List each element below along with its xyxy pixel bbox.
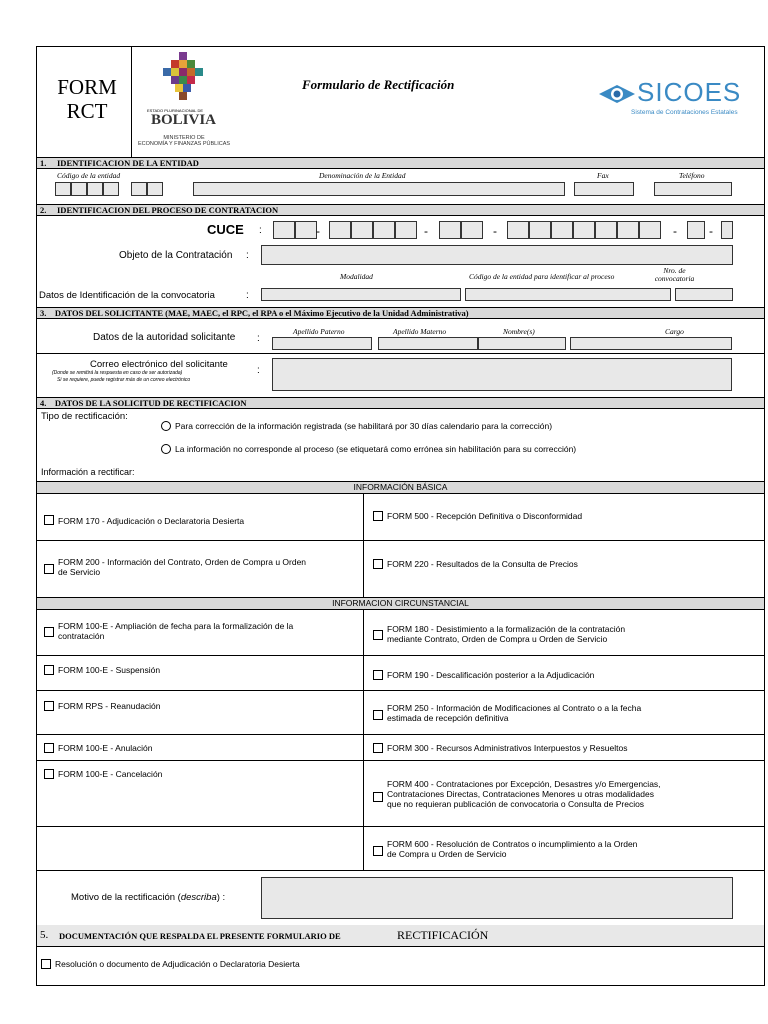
form-180-line1: FORM 180 - Desistimiento a la formalización de la contratación bbox=[387, 624, 626, 634]
checkbox-form-400[interactable] bbox=[373, 792, 383, 802]
form-170-label: FORM 170 - Adjudicación o Declaratoria Desierta bbox=[58, 516, 245, 526]
form-250-label bbox=[387, 703, 641, 723]
section4-number: 4. bbox=[40, 398, 47, 408]
codigo-proceso-field[interactable] bbox=[465, 288, 671, 301]
autoridad-label: Datos de la autoridad solicitante bbox=[93, 332, 236, 343]
codigo-entidad-box-5[interactable] bbox=[131, 182, 147, 196]
cuce-box-12[interactable] bbox=[573, 221, 595, 239]
checkbox-form-600[interactable] bbox=[373, 846, 383, 856]
ministry-text bbox=[134, 135, 234, 147]
cuce-colon: : bbox=[259, 225, 262, 236]
apellido-materno-field[interactable] bbox=[378, 337, 478, 350]
objeto-label: Objeto de la Contratación bbox=[119, 250, 233, 261]
cuce-box-3[interactable] bbox=[329, 221, 351, 239]
nombres-label: Nombre(s) bbox=[503, 327, 535, 336]
form-180-label bbox=[387, 624, 625, 644]
autoridad-colon: : bbox=[257, 333, 260, 344]
cuce-box-7[interactable] bbox=[439, 221, 461, 239]
form-100e-ampliacion-line2: contratación bbox=[58, 631, 105, 641]
form-180-line2: mediante Contrato, Orden de Compra u Orden de Servicio bbox=[387, 634, 608, 644]
apellido-materno-label: Apellido Materno bbox=[393, 327, 447, 336]
circ-row-divider-1 bbox=[37, 655, 764, 656]
codigo-entidad-box-4[interactable] bbox=[103, 182, 119, 196]
cuce-dash-2: - bbox=[424, 224, 428, 238]
form-190-label: FORM 190 - Descalificación posterior a la Adjudicación bbox=[387, 670, 595, 680]
circ-row-divider-5 bbox=[37, 826, 764, 827]
fax-label: Fax bbox=[597, 171, 609, 180]
nro-convocatoria-label: Nro. de convocatoria bbox=[654, 266, 695, 283]
form-rps-label: FORM RPS - Reanudación bbox=[58, 701, 161, 711]
basica-row-divider bbox=[37, 540, 764, 541]
circ-column-divider bbox=[363, 610, 364, 870]
checkbox-form-100e-suspension[interactable] bbox=[44, 665, 54, 675]
cuce-box-9[interactable] bbox=[507, 221, 529, 239]
checkbox-form-250[interactable] bbox=[373, 710, 383, 720]
form-250-line1: FORM 250 - Información de Modificaciones al Contrato o a la fecha bbox=[387, 703, 642, 713]
circ-row-divider-2 bbox=[37, 690, 764, 691]
form-600-label bbox=[387, 839, 637, 859]
codigo-entidad-label: Código de la entidad bbox=[57, 171, 121, 180]
radio-correccion-label: Para corrección de la información registrada (se habilitará por 30 días calendario para la corrección) bbox=[175, 421, 553, 431]
bolivia-wordmark: BOLIVIA bbox=[151, 112, 217, 128]
motivo-describa: describa bbox=[180, 892, 217, 903]
form-page bbox=[36, 46, 765, 986]
telefono-field[interactable] bbox=[654, 182, 732, 196]
cuce-box-15[interactable] bbox=[639, 221, 661, 239]
resolucion-adjudicacion-label: Resolución o documento de Adjudicación o Declaratoria Desierta bbox=[55, 959, 300, 969]
informacion-basica-header: INFORMACIÓN BÁSICA bbox=[37, 481, 764, 494]
nombres-field[interactable] bbox=[478, 337, 566, 350]
cuce-dash-4: - bbox=[673, 224, 677, 238]
section5-header bbox=[37, 925, 764, 947]
form-400-line3: que no requieran publicación de convocatoria o Consulta de Precios bbox=[387, 799, 645, 809]
section2-title: IDENTIFICACION DEL PROCESO DE CONTRATACION bbox=[57, 205, 279, 215]
modalidad-label: Modalidad bbox=[340, 272, 373, 281]
datos-conv-colon: : bbox=[246, 290, 249, 301]
section4-header bbox=[37, 397, 764, 409]
cuce-box-11[interactable] bbox=[551, 221, 573, 239]
form-400-line1: FORM 400 - Contrataciones por Excepción, Desastres y/o Emergencias, bbox=[387, 779, 661, 789]
fax-field[interactable] bbox=[574, 182, 634, 196]
sicoes-eye-icon bbox=[597, 83, 637, 105]
nro-convocatoria-field[interactable] bbox=[675, 288, 733, 301]
checkbox-resolucion-adjudicacion[interactable] bbox=[41, 959, 51, 969]
codigo-entidad-box-3[interactable] bbox=[87, 182, 103, 196]
objeto-field[interactable] bbox=[261, 245, 733, 265]
checkbox-form-100e-ampliacion[interactable] bbox=[44, 627, 54, 637]
cuce-label: CUCE bbox=[207, 222, 244, 237]
cuce-dash-5: - bbox=[709, 224, 713, 238]
form-600-line2: de Compra u Orden de Servicio bbox=[387, 849, 507, 859]
section1-title: IDENTIFICACION DE LA ENTIDAD bbox=[57, 158, 199, 168]
radio-no-corresponde-label: La información no corresponde al proceso (se etiquetará como errónea sin habilitación para su corrección) bbox=[175, 444, 577, 454]
ministry-line1: MINISTERIO DE bbox=[163, 135, 205, 141]
codigo-proceso-label: Código de la entidad para identificar al proceso bbox=[469, 272, 615, 281]
correo-note-2: Si se requiere, puede registrar más de un correo electrónico bbox=[57, 377, 191, 383]
cuce-box-2[interactable] bbox=[295, 221, 317, 239]
telefono-label: Teléfono bbox=[679, 171, 705, 180]
form-100e-ampliacion-label bbox=[58, 621, 293, 641]
sicoes-subtitle: Sistema de Contrataciones Estatales bbox=[631, 109, 738, 116]
correo-note-1: (Donde se remitirá la respuesta en caso de ser autorizada) bbox=[52, 370, 183, 376]
section1-header bbox=[37, 157, 764, 169]
gov-small-text: ESTADO PLURINACIONAL DE bbox=[147, 108, 204, 113]
codigo-entidad-box-1[interactable] bbox=[55, 182, 71, 196]
cargo-field[interactable] bbox=[570, 337, 732, 350]
modalidad-field[interactable] bbox=[261, 288, 461, 301]
circ-row-divider-4 bbox=[37, 760, 764, 761]
section3-number: 3. bbox=[40, 308, 47, 318]
checkbox-form-200[interactable] bbox=[44, 564, 54, 574]
informacion-rectificar-label: Información a rectificar: bbox=[41, 467, 135, 477]
motivo-field[interactable] bbox=[261, 877, 733, 919]
cuce-box-10[interactable] bbox=[529, 221, 551, 239]
cuce-dash-1: - bbox=[316, 224, 320, 238]
cuce-box-14[interactable] bbox=[617, 221, 639, 239]
motivo-label bbox=[71, 892, 225, 903]
form-200-line2: de Servicio bbox=[58, 567, 101, 577]
correo-label: Correo electrónico del solicitante bbox=[90, 359, 228, 370]
checkbox-form-100e-anulacion[interactable] bbox=[44, 743, 54, 753]
motivo-label-end: ) : bbox=[216, 892, 226, 903]
checkbox-form-100e-cancelacion[interactable] bbox=[44, 769, 54, 779]
section5-title: DOCUMENTACIÓN QUE RESPALDA EL PRESENTE FORMULARIO DE bbox=[59, 931, 341, 941]
checkbox-form-220[interactable] bbox=[373, 559, 383, 569]
cargo-label: Cargo bbox=[665, 327, 684, 336]
section1-number: 1. bbox=[40, 158, 47, 168]
informacion-circunstancial-header: INFORMACION CIRCUNSTANCIAL bbox=[37, 597, 764, 610]
ministry-line2: ECONOMÍA Y FINANZAS PÚBLICAS bbox=[137, 141, 231, 147]
cuce-box-8[interactable] bbox=[461, 221, 483, 239]
datos-convocatoria-label: Datos de Identificación de la convocatoria bbox=[39, 290, 215, 301]
motivo-label-text: Motivo de la rectificación ( bbox=[71, 892, 181, 903]
codigo-entidad-box-6[interactable] bbox=[147, 182, 163, 196]
tipo-rectificacion-label: Tipo de rectificación: bbox=[41, 411, 128, 422]
form-600-line1: FORM 600 - Resolución de Contratos o incumplimiento a la Orden bbox=[387, 839, 638, 849]
denominacion-label: Denominación de la Entidad bbox=[319, 171, 406, 180]
bolivia-logo bbox=[155, 52, 215, 107]
cuce-box-5[interactable] bbox=[373, 221, 395, 239]
correo-colon: : bbox=[257, 365, 260, 376]
section2-header bbox=[37, 204, 764, 216]
form-100e-suspension-label: FORM 100-E - Suspensión bbox=[58, 665, 161, 675]
sicoes-wordmark: SICOES bbox=[637, 77, 742, 107]
circ-row-divider-3 bbox=[37, 734, 764, 735]
cuce-box-13[interactable] bbox=[595, 221, 617, 239]
checkbox-form-300[interactable] bbox=[373, 743, 383, 753]
objeto-colon: : bbox=[246, 250, 249, 261]
form-code-line2: RCT bbox=[66, 99, 108, 123]
form-250-line2: estimada de recepción definitiva bbox=[387, 713, 509, 723]
apellido-paterno-label: Apellido Paterno bbox=[293, 327, 345, 336]
apellido-paterno-field[interactable] bbox=[272, 337, 372, 350]
cuce-box-1[interactable] bbox=[273, 221, 295, 239]
header-divider bbox=[131, 47, 132, 157]
cuce-dash-3: - bbox=[493, 224, 497, 238]
cuce-box-16[interactable] bbox=[687, 221, 705, 239]
basica-column-divider bbox=[363, 494, 364, 597]
form-code-line1: FORM bbox=[57, 75, 117, 99]
cuce-box-6[interactable] bbox=[395, 221, 417, 239]
checkbox-form-500[interactable] bbox=[373, 511, 383, 521]
section3-title: DATOS DEL SOLICITANTE (MAE, MAEC, el RPC, el RPA o el Máximo Ejecutivo de la Unidad Administrativa) bbox=[54, 308, 469, 318]
section5-number: 5. bbox=[40, 929, 49, 941]
checkbox-form-190[interactable] bbox=[373, 670, 383, 680]
section5-title-big: RECTIFICACIÓN bbox=[397, 928, 489, 942]
section2-number: 2. bbox=[40, 205, 47, 215]
bolivia-emblem-icon bbox=[155, 52, 215, 107]
codigo-entidad-box-2[interactable] bbox=[71, 182, 87, 196]
section4-title: DATOS DE LA SOLICITUD DE RECTIFICACION bbox=[54, 398, 247, 408]
sicoes-logo bbox=[597, 77, 757, 121]
form-400-line2: Contrataciones Directas, Contrataciones Menores u otras modalidades bbox=[387, 789, 654, 799]
form-100e-ampliacion-line1: FORM 100-E - Ampliación de fecha para la formalización de la bbox=[58, 621, 294, 631]
checkbox-form-170[interactable] bbox=[44, 515, 54, 525]
circ-row-divider-6 bbox=[37, 870, 764, 871]
correo-field[interactable] bbox=[272, 358, 732, 391]
form-title: Formulario de Rectificación bbox=[302, 77, 455, 92]
form-400-label bbox=[387, 779, 661, 809]
form-code bbox=[47, 75, 127, 123]
radio-no-corresponde[interactable] bbox=[161, 444, 171, 454]
form-300-label: FORM 300 - Recursos Administrativos Interpuestos y Resueltos bbox=[387, 743, 628, 753]
radio-correccion[interactable] bbox=[161, 421, 171, 431]
denominacion-field[interactable] bbox=[193, 182, 565, 196]
form-220-label: FORM 220 - Resultados de la Consulta de Precios bbox=[387, 559, 578, 569]
checkbox-form-180[interactable] bbox=[373, 630, 383, 640]
checkbox-form-rps[interactable] bbox=[44, 701, 54, 711]
cuce-box-17[interactable] bbox=[721, 221, 733, 239]
form-100e-anulacion-label: FORM 100-E - Anulación bbox=[58, 743, 153, 753]
form-200-label bbox=[58, 557, 306, 577]
form-200-line1: FORM 200 - Información del Contrato, Orden de Compra u Orden bbox=[58, 557, 307, 567]
cuce-box-4[interactable] bbox=[351, 221, 373, 239]
section3-header bbox=[37, 307, 764, 319]
section3-divider bbox=[37, 353, 764, 354]
form-500-label: FORM 500 - Recepción Definitiva o Disconformidad bbox=[387, 511, 583, 521]
form-100e-cancelacion-label: FORM 100-E - Cancelación bbox=[58, 769, 163, 779]
